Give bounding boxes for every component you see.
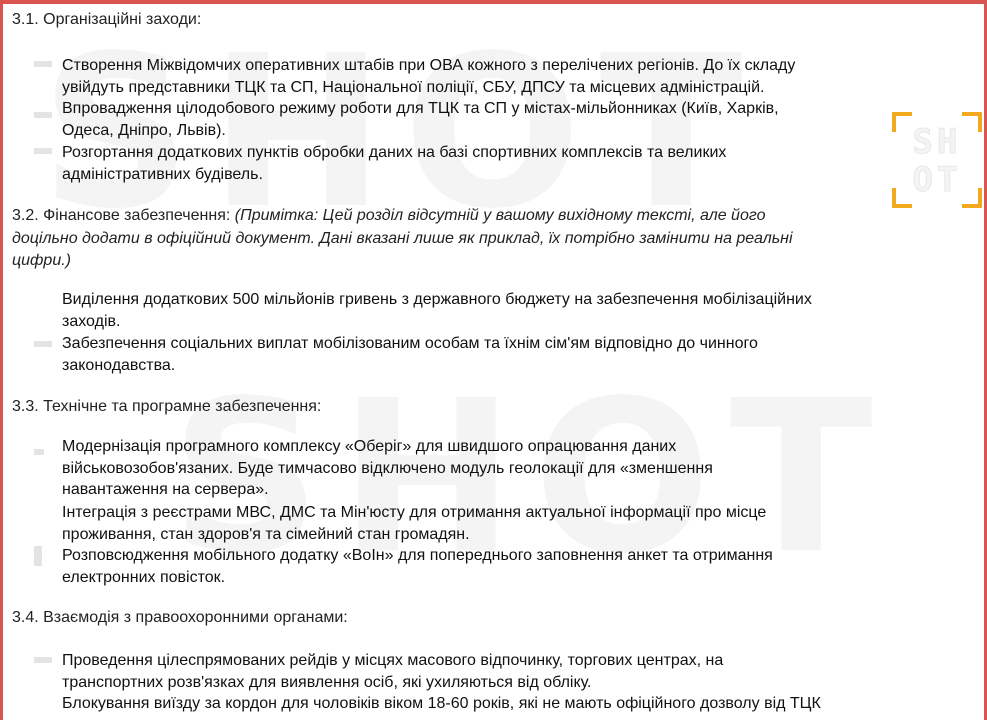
list-item: Проведення цілеспрямованих рейдів у місцях масового відпочинку, торгових центрах, на транспортних розв'язках для виявлення осіб, які ухиляються від обліку.: [62, 652, 724, 691]
list-item: Створення Міжвідомчих оперативних штабів при ОВА кожного з перелічених регіонів. До їх складу увійдуть представники ТЦК та СП, Національної поліції, СБУ, ДПСУ та місцевих адміністрацій.: [62, 57, 796, 96]
section-heading: 3.3. Технічне та програмне забезпечення:: [12, 398, 322, 415]
list-item: Виділення додаткових 500 мільйонів гривень з державного бюджету на забезпечення мобілізаційних заходів.: [62, 291, 812, 330]
list-item: Розповсюдження мобільного додатку «ВоІн» для попереднього заповнення анкет та отримання електронних повісток.: [62, 547, 773, 586]
bullet-marker: [34, 546, 42, 566]
left-border: [0, 0, 3, 720]
bullet-marker: [34, 341, 52, 347]
bullet-marker: [34, 148, 52, 154]
section-heading: 3.4. Взаємодія з правоохоронними органами:: [12, 609, 348, 626]
list-item: Забезпечення соціальних виплат мобілізованим особам та їхнім сім'ям відповідно до чинного законодавства.: [62, 335, 758, 374]
note-text: доцільно додати в офіційний документ. Дані вказані лише як приклад, їх потрібно замінити на реальні цифри.): [12, 230, 793, 269]
bullet-marker: [34, 449, 44, 455]
list-item: Розгортання додаткових пунктів обробки даних на базі спортивних комплексів та великих адміністративних будівель.: [62, 144, 727, 183]
list-item: Блокування виїзду за кордон для чоловіків віком 18-60 років, які не мають офіційного дозволу від ТЦК: [62, 695, 821, 712]
list-item: Модернізація програмного комплексу «Оберіг» для швидшого опрацювання даних військовозобов'язаних. Буде тимчасово відключено модуль геолокації для «зменшення навантаження на сервера».: [62, 438, 713, 498]
list-item: Інтеграція з реєстрами МВС, ДМС та Мін'юсту для отримання актуальної інформації про місце проживання, стан здоров'я та сімейний стан громадян.: [62, 504, 767, 543]
bullet-marker: [34, 112, 52, 118]
bullet-marker: [34, 61, 52, 67]
shot-logo: [892, 112, 982, 208]
section-heading: 3.2. Фінансове забезпечення: (Примітка: Цей розділ відсутній у вашому вихідному тексті, але його: [12, 207, 766, 224]
logo-text-line1: SH: [912, 122, 962, 162]
top-border: [0, 0, 987, 4]
logo-text-line2: OT: [912, 160, 962, 200]
list-item: Впровадження цілодобового режиму роботи для ТЦК та СП у містах-мільйонниках (Київ, Харків, Одеса, Дніпро, Львів).: [62, 100, 779, 139]
section-heading: 3.1. Організаційні заходи:: [12, 11, 202, 28]
bullet-marker: [34, 657, 52, 663]
note-text: (Примітка: Цей розділ відсутній у вашому вихідному тексті, але його: [234, 207, 766, 224]
